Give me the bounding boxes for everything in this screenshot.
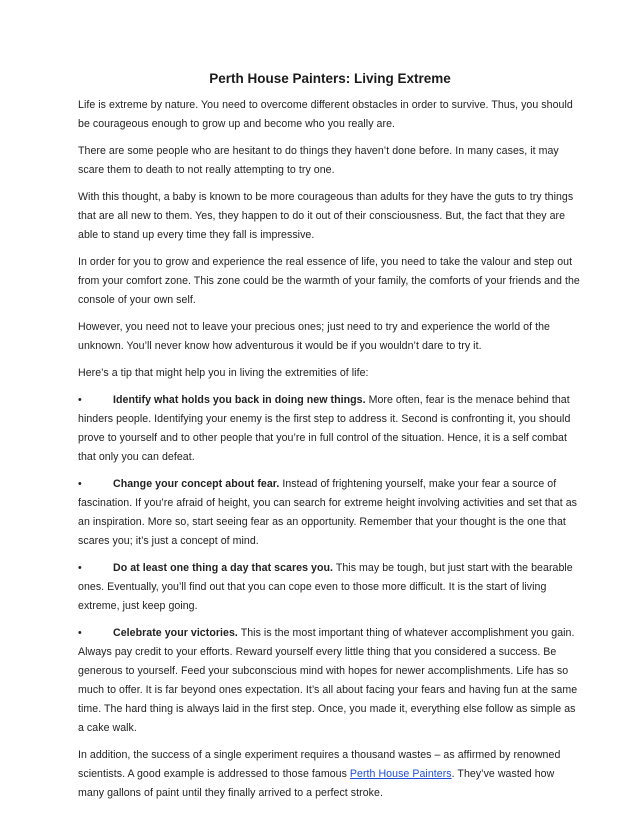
bullet-item-2 bbox=[78, 475, 582, 551]
bullet-item-4 bbox=[78, 624, 582, 738]
bullet-text: This may be tough, but just start with the bearable ones. Eventually, you’ll find out that you can cope even to those more difficult. It is the start of living extreme, just keep going. bbox=[78, 562, 573, 612]
paragraph-3: With this thought, a baby is known to be more courageous than adults for they have the guts to try things that are all new to them. Yes, they happen to do it out of their consciousness. But, the fact that they are able to stand up every time they fall is impressive. bbox=[78, 191, 574, 241]
bullet-item-1 bbox=[78, 391, 582, 467]
bullet-lead: Change your concept about fear. bbox=[113, 478, 280, 490]
paragraph-4: In order for you to grow and experience the real essence of life, you need to take the valour and step out from your comfort zone. This zone could be the warmth of your family, the comforts of your friends and the console of your own self. bbox=[78, 256, 580, 306]
closing-text-before: In addition, the success of a single experiment requires a thousand wastes – as affirmed by renowned scientists. A good example is addressed to those famous bbox=[78, 749, 561, 780]
bullet-text: Instead of frightening yourself, make your fear a source of fascination. If you’re afraid of height, you can search for extreme height involving activities and set that as an inspiration. More so, start seeing fear as an opportunity. Remember that your thought is the one that scares you; it’s just a concept of mind. bbox=[78, 478, 578, 547]
bullet-lead: Do at least one thing a day that scares you. bbox=[113, 562, 334, 574]
closing-text-after: . They’ve wasted how many gallons of paint until they finally arrived to a perfect stroke. bbox=[78, 768, 555, 799]
paragraph-6: Here’s a tip that might help you in living the extremities of life: bbox=[78, 367, 369, 379]
bullet-mark: • bbox=[78, 562, 82, 574]
bullet-lead: Celebrate your victories. bbox=[113, 627, 238, 639]
paragraph-5: However, you need not to leave your precious ones; just need to try and experience the world of the unknown. You’ll never know how adventurous it would be if you wouldn’t dare to try it. bbox=[78, 321, 550, 352]
page-title: Perth House Painters: Living Extreme bbox=[209, 71, 451, 86]
paragraph-1: Life is extreme by nature. You need to overcome different obstacles in order to survive. Thus, you should be courageous enough to grow up and become who you really are. bbox=[78, 99, 573, 130]
bullet-text: This is the most important thing of whatever accomplishment you gain. Always pay credit to your efforts. Reward yourself every little thing that you considered a success. Be generous to yourself. Feed your subconscious mind with hopes for newer accomplishments. Life has so much to offer. It is far beyond ones expectation. It’s all about facing your fears and having fun at the same time. The hard thing is always laid in the first step. Once, you made it, everything else follow as simple as a cake walk. bbox=[78, 627, 578, 734]
bullet-text: More often, fear is the menace behind that hinders people. Identifying your enemy is the first step to address it. Second is confronting it, you should prove to yourself and to other people that you’re in full control of the situation. Hence, it is a self combat that only you can defeat. bbox=[78, 394, 571, 463]
bullet-mark: • bbox=[78, 627, 82, 639]
closing-paragraph bbox=[78, 746, 582, 803]
bullet-lead: Identify what holds you back in doing new things. bbox=[113, 394, 366, 406]
bullet-mark: • bbox=[78, 478, 82, 490]
bullet-item-3 bbox=[78, 559, 582, 616]
perth-house-painters-link[interactable]: Perth House Painters bbox=[349, 768, 452, 780]
paragraph-2: There are some people who are hesitant to do things they haven’t done before. In many cases, it may scare them to death to not really attempting to try one. bbox=[78, 145, 559, 176]
bullet-mark: • bbox=[78, 394, 82, 406]
